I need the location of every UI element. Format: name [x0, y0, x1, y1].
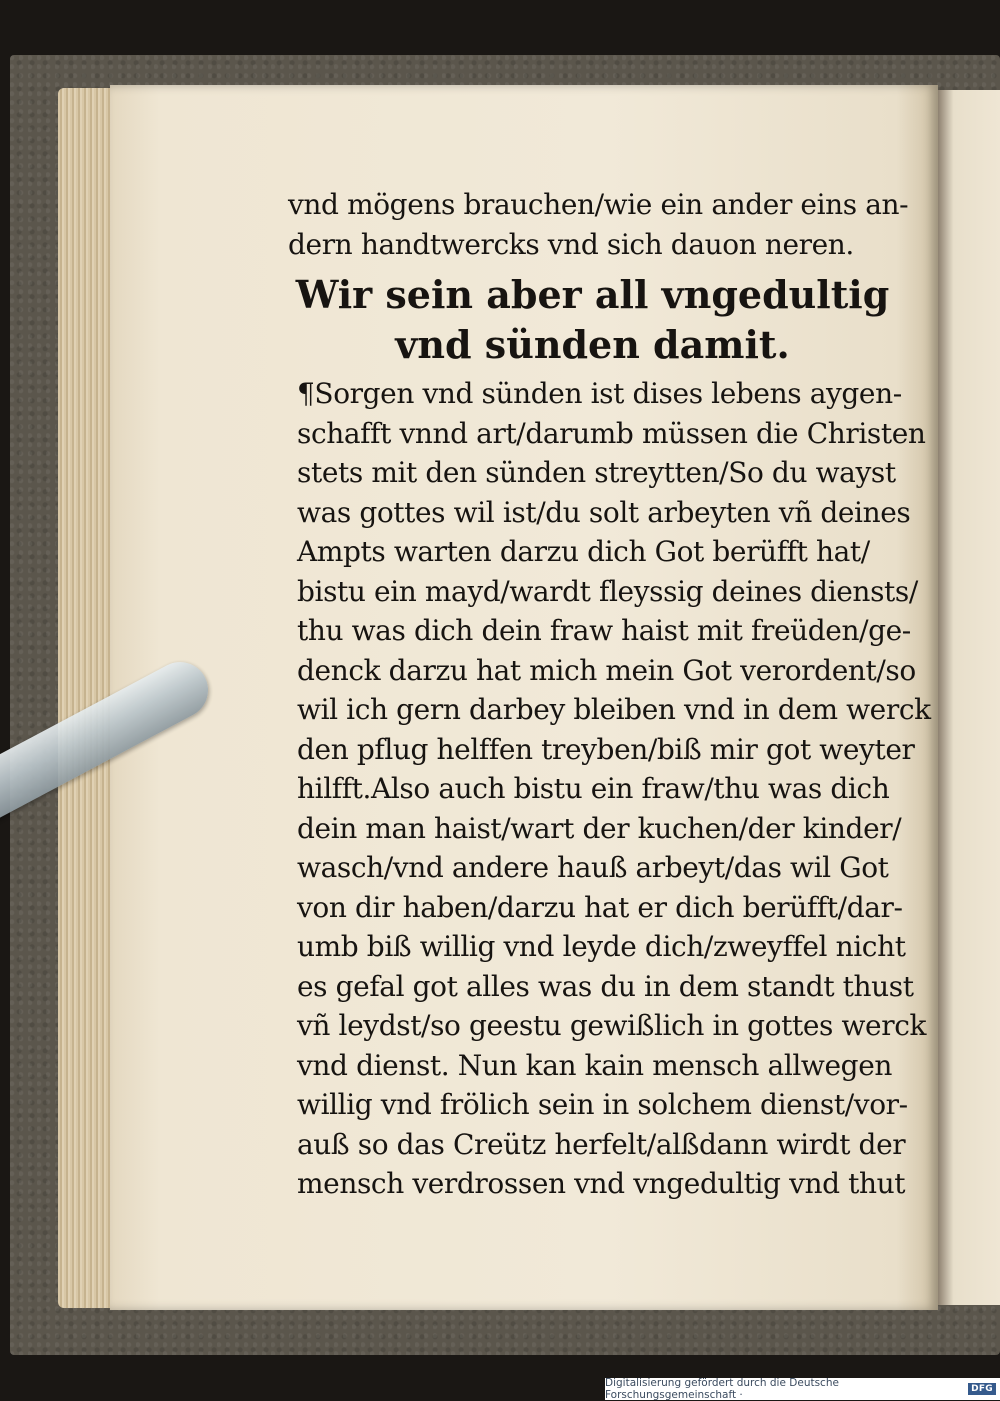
digitization-footer: [605, 1378, 1000, 1400]
text-line: willig vnd frölich sein in solchem dienst/vor-: [297, 1088, 908, 1121]
text-line: ¶Sorgen vnd sünden ist dises lebens aygen-: [297, 377, 902, 410]
text-line: wil ich gern darbey bleiben vnd in dem werck: [297, 693, 931, 726]
footer-text: Digitalisierung gefördert durch die Deutsche Forschungsgemeinschaft ·: [605, 1377, 839, 1401]
text-line: stets mit den sünden streytten/So du wayst: [297, 456, 896, 489]
text-block: [175, 185, 931, 1204]
text-line: vñ leydst/so geestu gewißlich in gottes werck: [297, 1009, 927, 1042]
text-line: wasch/vnd andere hauß arbeyt/das wil Got: [297, 851, 889, 884]
text-line: auß so das Creütz herfelt/alßdann wirdt der: [297, 1127, 906, 1161]
text-line: hilfft.Also auch bistu ein fraw/thu was dich: [297, 772, 890, 805]
facing-page: [938, 90, 1000, 1305]
text-line: dern handtwercks vnd sich dauon neren.: [288, 227, 854, 261]
text-line: umb biß willig vnd leyde dich/zweyffel nicht: [297, 930, 906, 963]
body-text: [175, 374, 931, 1204]
text-line: vnd dienst. Nun kan kain mensch allwegen: [297, 1048, 892, 1082]
text-line: von dir haben/darzu hat er dich berüfft/dar-: [297, 890, 903, 924]
section-heading: Wir sein aber all vngedultig: [295, 272, 890, 317]
text-line: was gottes wil ist/du solt arbeyten vñ deines: [297, 495, 911, 529]
text-line: mensch verdrossen vnd vngedultig vnd thut: [297, 1167, 906, 1200]
text-line: Ampts warten darzu dich Got berüfft hat/: [297, 535, 870, 568]
dfg-logo: DFG: [968, 1383, 996, 1395]
text-line: thu was dich dein fraw haist mit freüden/ge-: [297, 614, 911, 647]
text-line: schafft vnnd art/darumb müssen die Christen: [297, 416, 926, 450]
text-line: den pflug helffen treyben/biß mir got weyter: [297, 732, 915, 766]
text-line: es gefal got alles was du in dem standt thust: [297, 969, 914, 1003]
text-line: bistu ein mayd/wardt fleyssig deines diensts/: [297, 574, 918, 608]
text-line: vnd mögens brauchen/wie ein ander eins an-: [288, 188, 909, 221]
section-heading: vnd sünden damit.: [395, 322, 790, 367]
text-line: dein man haist/wart der kuchen/der kinder/: [297, 811, 902, 845]
text-line: denck darzu hat mich mein Got verordent/so: [297, 653, 916, 687]
